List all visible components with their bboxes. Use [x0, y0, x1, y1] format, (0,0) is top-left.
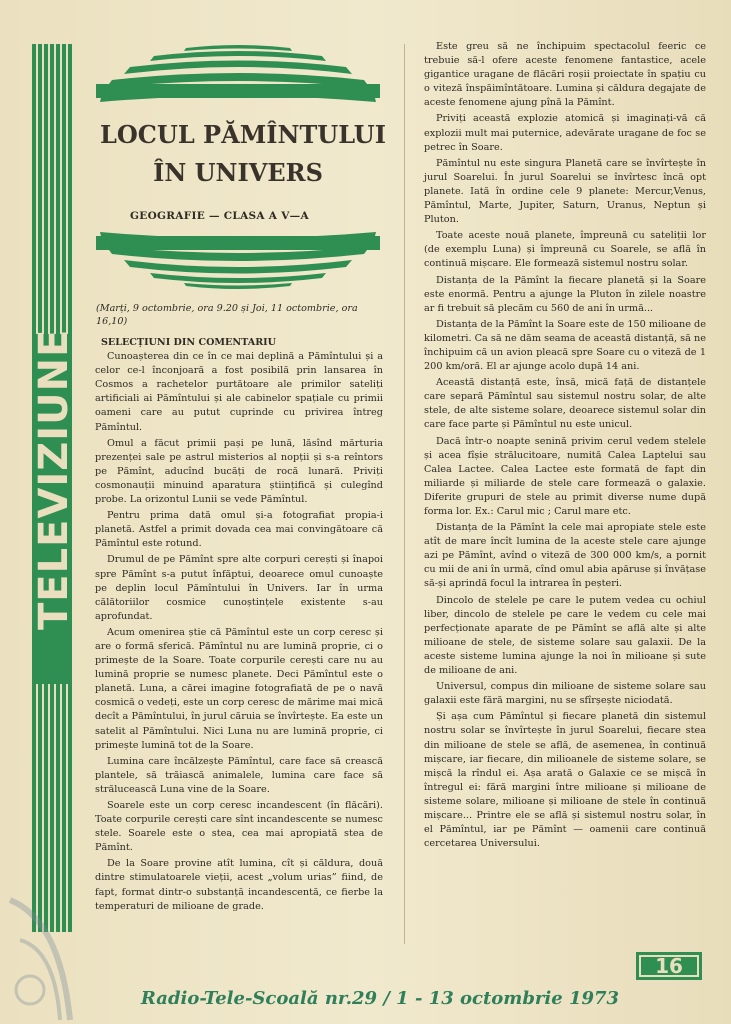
column-divider	[404, 44, 405, 944]
paragraph: De la Soare provine atît lumina, cît și căldura, două dintre stimulatoarele vieții, acest „volum urias” fiind, de fapt, format dintr-o substanță incandescentă, ce fierbe la temperaturi de milioane de grade.	[95, 858, 383, 912]
article-subtitle: GEOGRAFIE — CLASA A V—A	[130, 210, 309, 222]
paragraph: Cunoașterea din ce în ce mai deplină a Pămîntului și a celor ce-l înconjoară a fost posibilă prin lansarea în Cosmos a rachetelor purtătoare ale primilor sateliți artificiali ai Pămîntului și ale cabinelor spațiale cu primii oameni care au putut cuprinde cu privirea întreg Pămîntul.	[95, 351, 383, 433]
left-column	[95, 336, 383, 914]
article-title-line1: LOCUL PĂMÎNTULUI	[100, 120, 386, 149]
paragraph: Toate aceste nouă planete, împreună cu sateliții lor (de exemplu Luna) și împreună cu Soarele, se află în continuă mișcare. Ele formează sistemul nostru solar.	[424, 230, 706, 270]
watermark-logo-icon	[0, 880, 110, 1024]
paragraph: Pentru prima dată omul și-a fotografiat propia-i planetă. Astfel a primit dovada cea mai convingătoare că Pămîntul este rotund.	[95, 510, 383, 550]
paragraph: Este greu să ne închipuim spectacolul feeric ce trebuie să-l ofere aceste fenomene fantastice, acele gigantice uragane de flăcări roșii proiectate în spațiu cu o viteză înspăimîntătoare. Lumina și căldura degajate de aceste fenomene ajung pînă la Pămînt.	[424, 41, 706, 109]
paragraph: Acum omenirea știe că Pămîntul este un corp ceresc și are o formă sferică. Pămîntul nu are lumină proprie, ci o primește de la Soare. Toate corpurile cerești care nu au lumină proprie se numesc planete. Deci Pămîntul este o planetă. Luna, a cărei imagine fotografiată de pe o navă cosmică o vedeți, este un corp ceresc de mărime mai mică decît a Pămîntului, în jurul căruia se învîrtește. Ea este un satelit al Pămîntului. Nici Luna nu are lumină proprie, ci primește lumină tot de la Soare.	[95, 626, 383, 751]
article-title-line2: ÎN UNIVERS	[153, 158, 323, 187]
paragraph: Universul, compus din milioane de sisteme solare sau galaxii este fără margini, nu se sfîrșește niciodată.	[424, 681, 706, 707]
broadcast-schedule: (Marți, 9 octombrie, ora 9.20 și Joi, 11 octombrie, ora 16,10)	[96, 303, 358, 327]
section-heading: SELECȚIUNI DIN COMENTARIU	[101, 337, 277, 348]
publication-footer: Radio-Tele-Scoală nr.29 / 1 - 13 octombrie 1973	[140, 988, 620, 1009]
paragraph: Omul a făcut primii pași pe lună, lăsînd mărturia prezenței sale pe astrul misterios al nopții și s-a reîntors pe Pămînt, aducînd bucăți de rocă lunară. Priviți cosmonauții minuind aparatura științifică și culegînd probe. La orizontul Lunii se vede Pămîntul.	[95, 437, 383, 506]
paragraph: Pămîntul nu este singura Planetă care se învîrtește în jurul Soarelui. În jurul Soarelui se învîrtesc încă opt planete. Iată în ordine cele 9 planete: Mercur,Venus, Pămîntul, Marte, Jupiter, Saturn, Uranus, Neptun și Pluton.	[424, 157, 706, 226]
paragraph: Distanța de la Pămînt la Soare este de 150 milioane de kilometri. Ca să ne dăm seama de această distanță, să ne închipuim că un avion pleacă spre Soare cu o viteză de 1 200 km/oră. El ar ajunge acolo după 14 ani.	[424, 318, 706, 373]
paragraph: Dacă într-o noapte senină privim cerul vedem stelele și acea fîșie strălucitoare, numită Calea Laptelui sau Calea Lactee. Calea Lactee este formată de fapt din miliarde și miliarde de stele care formează o galaxie. Diferite grupuri de stele au primit diverse nume după forma lor. Ex.: Carul mic ; Carul mare etc.	[424, 435, 706, 517]
paragraph: Dincolo de stelele pe care le putem vedea cu ochiul liber, dincolo de stelele pe care le vedem cu cele mai perfecționate aparate de pe Pămînt se află alte și alte milioane de stele, de sisteme solare sau galaxii. De la aceste sisteme lumina ajunge la noi în milioane și sute de milioane de ani.	[424, 594, 706, 677]
paragraph: Priviți această explozie atomică și imaginați-vă că explozii mult mai puternice, adevărate uragane de foc se petrec în Soare.	[424, 113, 706, 153]
paragraph: Această distanță este, însă, mică față de distanțele care separă Pămîntul sau sistemul nostru solar, de alte stele, de alte sisteme solare, deoarece sistemul solar din care face parte și Pămîntul nu este unicul.	[424, 377, 706, 431]
right-column	[424, 40, 706, 851]
paragraph: Distanța de la Pămînt la cele mai apropiate stele este atît de mare încît lumina de la aceste stele care ajunge azi pe Pămînt, avînd o viteză de 300 000 km/s, a pornit cu mii de ani în urmă, cînd omul abia apăruse și învățase să-și aprindă focul la intrarea în peșteri.	[424, 522, 706, 590]
paragraph: Soarele este un corp ceresc incandescent (în flăcări). Toate corpurile cerești care sînt incandescente se numesc stele. Soarele este o stea, cea mai apropiată stea de Pămînt.	[95, 800, 383, 854]
paragraph: Distanța de la Pămînt la fiecare planetă și la Soare este enormă. Pentru a ajunge la Pluton în zilele noastre ar fi trebuit să plecăm cu 560 de ani în urmă...	[424, 274, 706, 314]
paragraph: Lumina care încălzește Pămîntul, care face să crească plantele, să trăiască animalele, lumina care face să strălucească Luna vine de la Soare.	[95, 755, 383, 795]
sidebar-title	[34, 590, 74, 630]
page-number-badge: 16	[636, 952, 702, 980]
paragraph: Drumul de pe Pămînt spre alte corpuri cerești și înapoi spre Pămînt s-a putut înfăptui, deoarece omul cunoaște pe deplin locul Pămîntului în Univers. Iar în urma călătoriilor cosmice cunoștințele existente s-au aprofundat.	[95, 554, 383, 622]
paragraph: Și așa cum Pămîntul și fiecare planetă din sistemul nostru solar se învîrtește în jurul Soarelui, fiecare stea din milioane de stele se află, de asemenea, în continuă mișcare, iar fiecare, din milioanele de sisteme solare, se mișcă la rîndul ei. Așa arată o Galaxie ce se mișcă în întregul ei: fără margini între milioane și milioane de sisteme solare, milioane și milioane de stele în continuă mișcare... Printre ele se află și sistemul nostru solar, în el Pămîntul, iar pe Pămînt — oamenii care continuă cercetarea Universului.	[424, 711, 706, 850]
